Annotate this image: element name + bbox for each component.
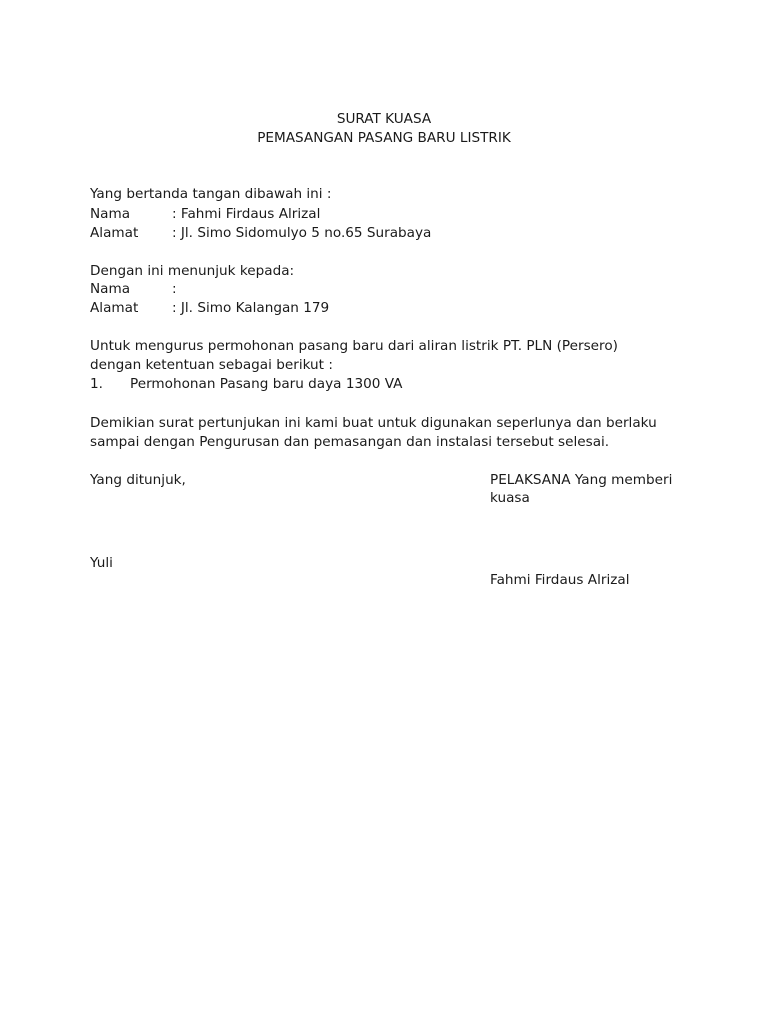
list-item-text: Permohonan Pasang baru daya 1300 VA — [130, 376, 403, 392]
list-item — [90, 375, 402, 394]
grantor-name-value: : Fahmi Firdaus Alrizal — [172, 206, 321, 222]
title-line-1: SURAT KUASA — [336, 111, 432, 127]
grantor-name-row — [90, 205, 320, 224]
signature-left-label: Yang ditunjuk, — [90, 472, 186, 488]
title-line-2: PEMASANGAN PASANG BARU LISTRIK — [257, 130, 511, 146]
signature-left-name: Yuli — [90, 555, 113, 571]
grantor-intro: Yang bertanda tangan dibawah ini : — [90, 186, 332, 202]
signature-right-label-line-2: kuasa — [490, 490, 530, 506]
grantor-name-label: Nama — [90, 206, 131, 222]
purpose-line-1: Untuk mengurus permohonan pasang baru dari aliran listrik PT. PLN (Persero) — [90, 338, 618, 354]
closing-line-2: sampai dengan Pengurusan dan pemasangan dan instalasi tersebut selesai. — [90, 434, 610, 450]
list-item-number: 1. — [90, 376, 103, 392]
grantee-address-row — [90, 299, 329, 318]
purpose-line-2: dengan ketentuan sebagai berikut : — [90, 357, 333, 373]
signature-right-name: Fahmi Firdaus Alrizal — [490, 572, 630, 588]
grantor-address-value: : Jl. Simo Sidomulyo 5 no.65 Surabaya — [172, 225, 432, 241]
grantee-name-value: : — [172, 281, 177, 297]
grantor-address-row — [90, 224, 431, 243]
closing-line-1: Demikian surat pertunjukan ini kami buat untuk digunakan seperlunya dan berlaku — [90, 415, 657, 431]
grantee-address-label: Alamat — [90, 300, 139, 316]
signature-right-label-line-1: PELAKSANA Yang memberi — [490, 472, 673, 488]
grantee-address-value: : Jl. Simo Kalangan 179 — [172, 300, 330, 316]
grantee-name-row — [90, 280, 177, 299]
grantee-name-label: Nama — [90, 281, 131, 297]
grantor-address-label: Alamat — [90, 225, 139, 241]
grantee-intro: Dengan ini menunjuk kepada: — [90, 263, 295, 279]
